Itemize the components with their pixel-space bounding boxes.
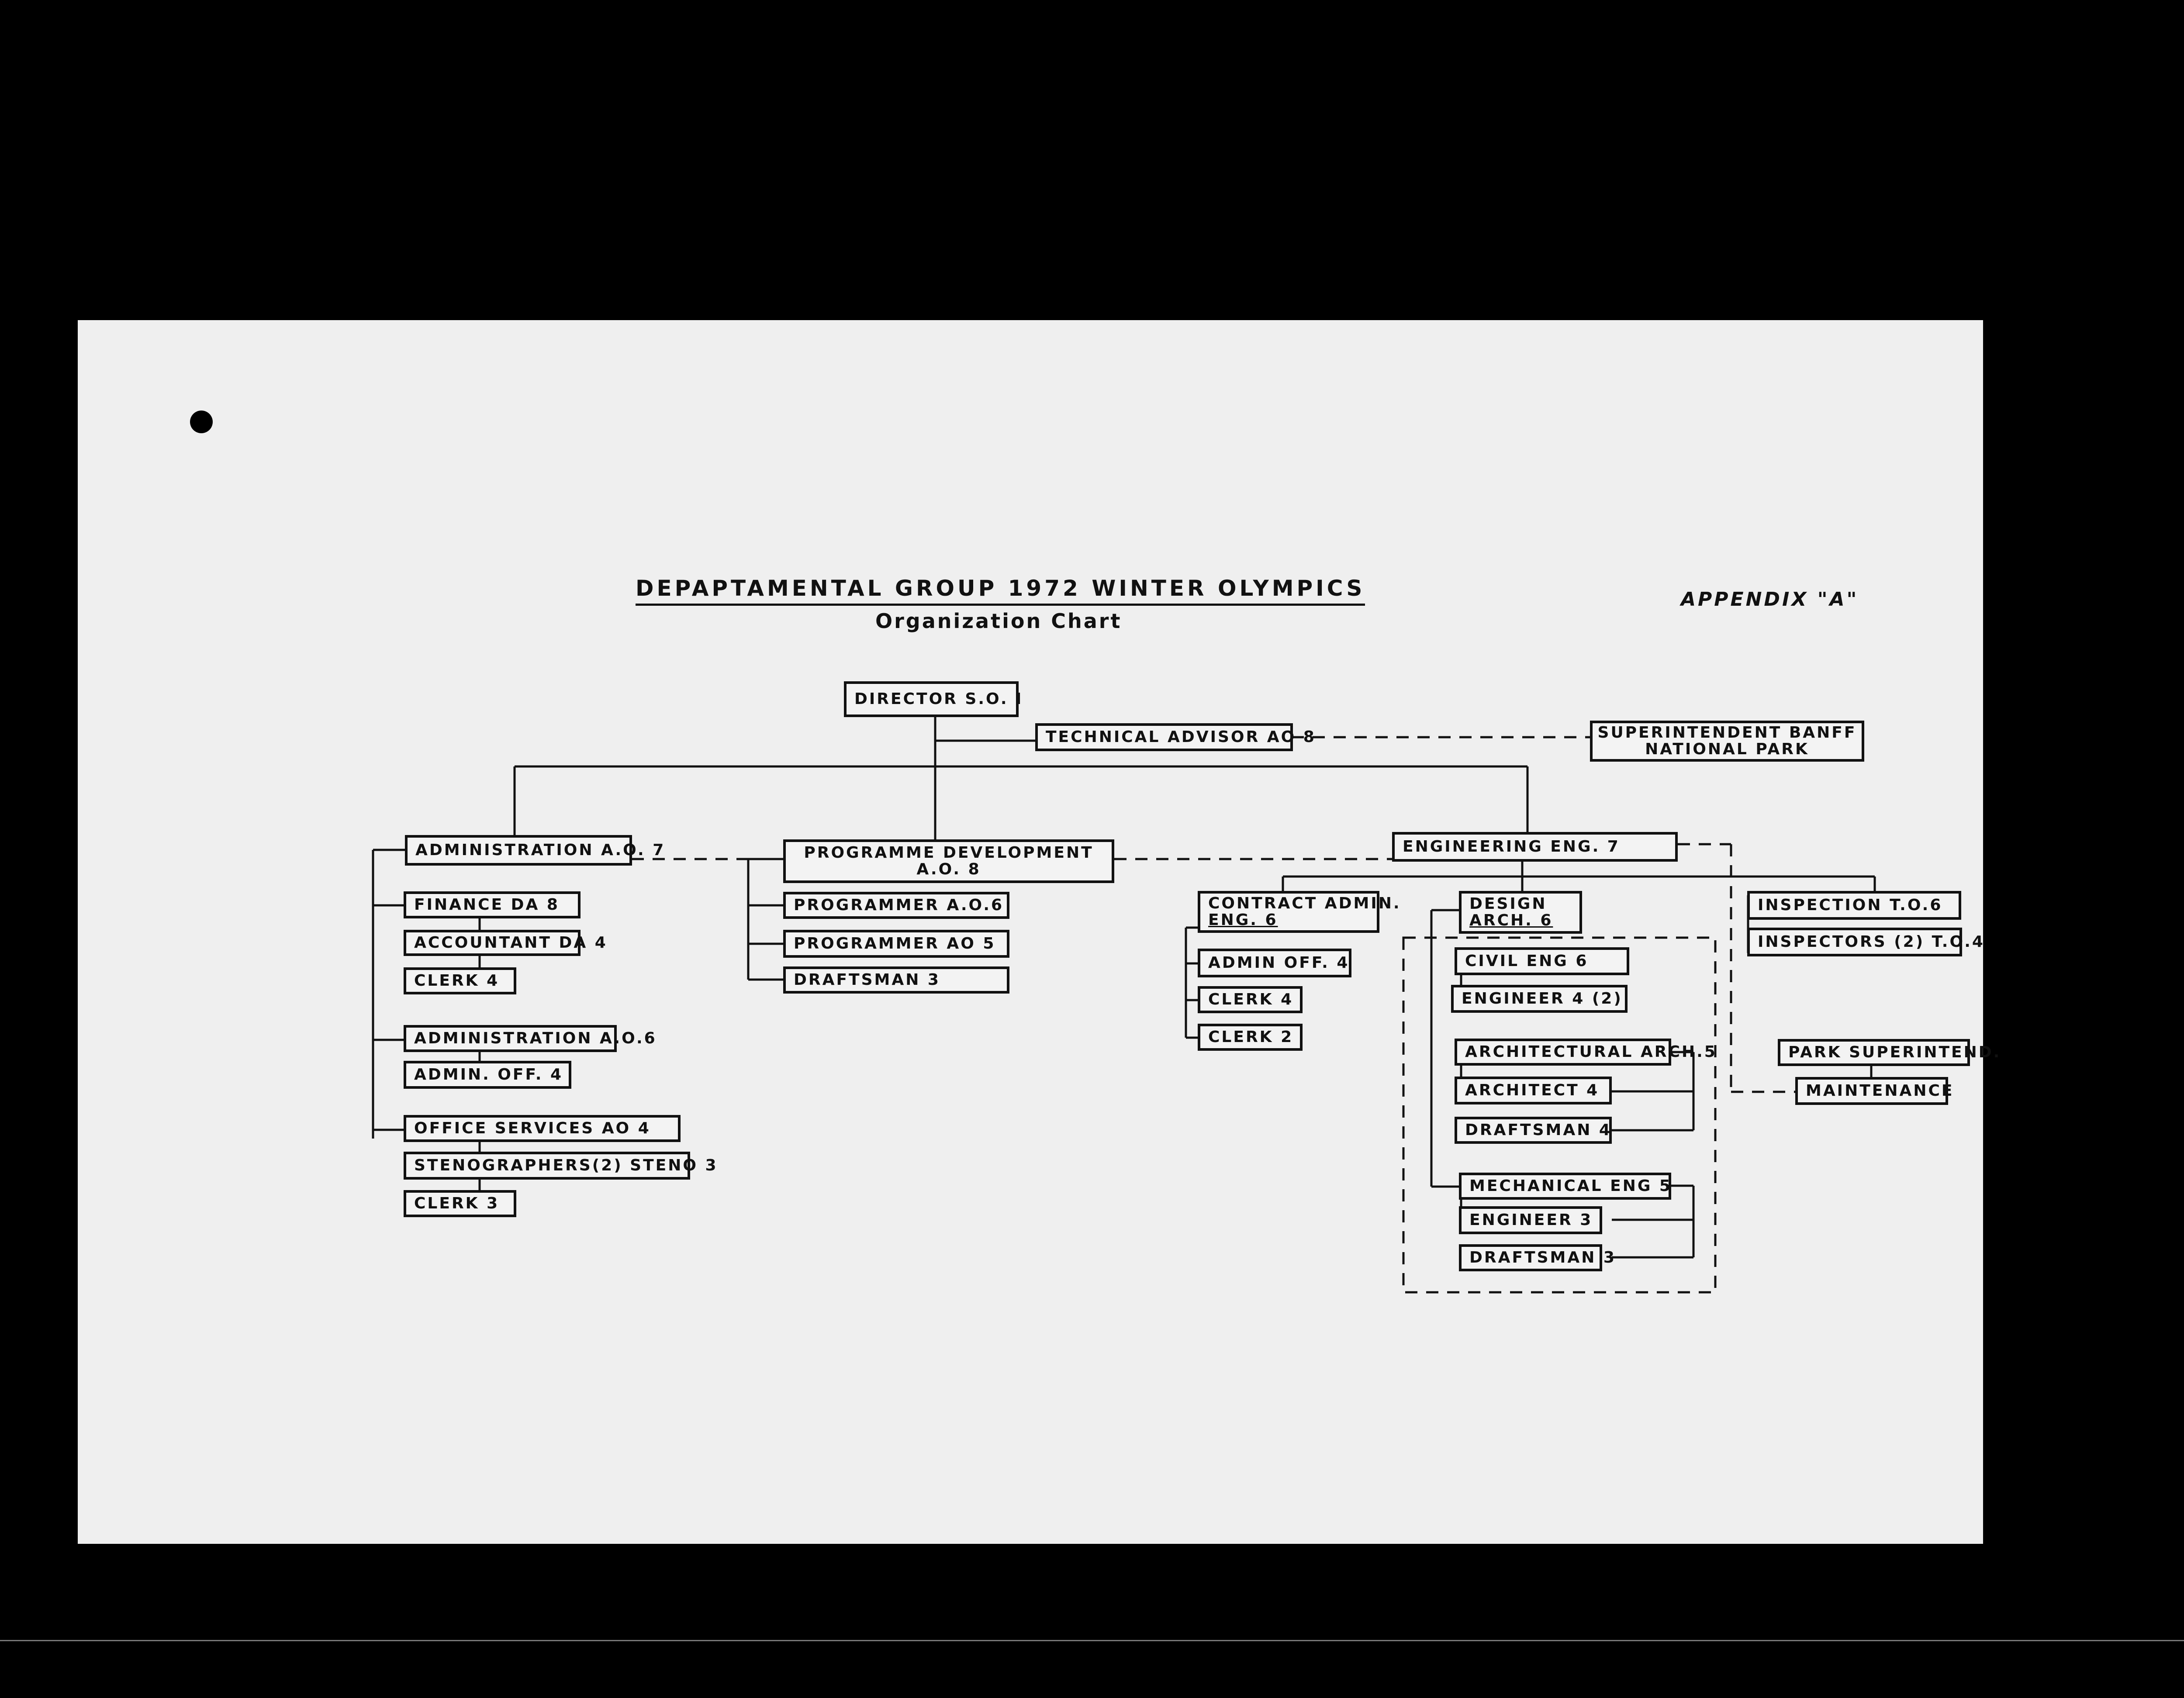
org-box-engineering: ENGINEERING ENG. 7 <box>1392 832 1678 862</box>
org-box-programmer-ao6: PROGRAMMER A.O.6 <box>783 892 1009 919</box>
org-box-inspection: INSPECTION T.O.6 <box>1747 891 1961 920</box>
org-box-clerk-4-eng: CLERK 4 <box>1198 986 1303 1013</box>
org-box-draftsman-3: DRAFTSMAN 3 <box>783 966 1009 994</box>
org-box-draftsman-4: DRAFTSMAN 4 <box>1455 1117 1612 1144</box>
appendix-label: APPENDIX "A" <box>1681 588 1859 611</box>
org-box-clerk-3: CLERK 3 <box>404 1190 516 1217</box>
org-box-engineer-3: ENGINEER 3 <box>1459 1206 1602 1234</box>
org-box-administration-ao6: ADMINISTRATION A.O.6 <box>404 1025 617 1052</box>
org-box-programmer-ao5: PROGRAMMER AO 5 <box>783 930 1009 958</box>
org-box-stenographers: STENOGRAPHERS(2) STENO 3 <box>404 1152 690 1180</box>
org-box-superintendent-banff: SUPERINTENDENT BANFF NATIONAL PARK <box>1590 721 1864 762</box>
org-box-director: DIRECTOR S.O. I <box>844 681 1019 717</box>
org-box-inspectors: INSPECTORS (2) T.O.4 <box>1747 928 1962 956</box>
org-box-administration-ao7: ADMINISTRATION A.O. 7 <box>405 835 632 866</box>
org-box-clerk-4: CLERK 4 <box>404 967 516 994</box>
org-box-programme-development: PROGRAMME DEVELOPMENT A.O. 8 <box>783 839 1114 883</box>
org-box-architectural: ARCHITECTURAL ARCH.5 <box>1455 1039 1671 1066</box>
org-box-admin-off-4: ADMIN. OFF. 4 <box>404 1061 571 1089</box>
org-box-design: DESIGN ARCH. 6 <box>1459 891 1582 934</box>
chart-title: DEPAPTAMENTAL GROUP 1972 WINTER OLYMPICS <box>636 576 1365 606</box>
org-box-accountant: ACCOUNTANT DA 4 <box>404 930 581 956</box>
org-box-park-superintendent: PARK SUPERINTEND. <box>1778 1039 1970 1066</box>
org-box-clerk-2: CLERK 2 <box>1198 1024 1303 1051</box>
punch-hole-dot <box>190 411 213 433</box>
org-box-contract-admin: CONTRACT ADMIN. ENG. 6 <box>1198 891 1379 933</box>
org-box-draftsman-3-eng: DRAFTSMAN 3 <box>1459 1244 1602 1271</box>
org-box-finance: FINANCE DA 8 <box>404 891 581 918</box>
org-box-admin-off-4-eng: ADMIN OFF. 4 <box>1198 949 1351 977</box>
org-box-office-services: OFFICE SERVICES AO 4 <box>404 1115 681 1142</box>
org-box-mechanical: MECHANICAL ENG 5 <box>1459 1173 1671 1200</box>
org-box-engineer-4: ENGINEER 4 (2) <box>1451 985 1628 1013</box>
org-box-technical-advisor: TECHNICAL ADVISOR AO 8 <box>1035 723 1293 751</box>
org-box-architect-4: ARCHITECT 4 <box>1455 1077 1612 1104</box>
org-box-civil-eng: CIVIL ENG 6 <box>1455 947 1629 975</box>
org-box-maintenance: MAINTENANCE <box>1795 1077 1948 1105</box>
chart-subtitle: Organization Chart <box>875 609 1122 633</box>
